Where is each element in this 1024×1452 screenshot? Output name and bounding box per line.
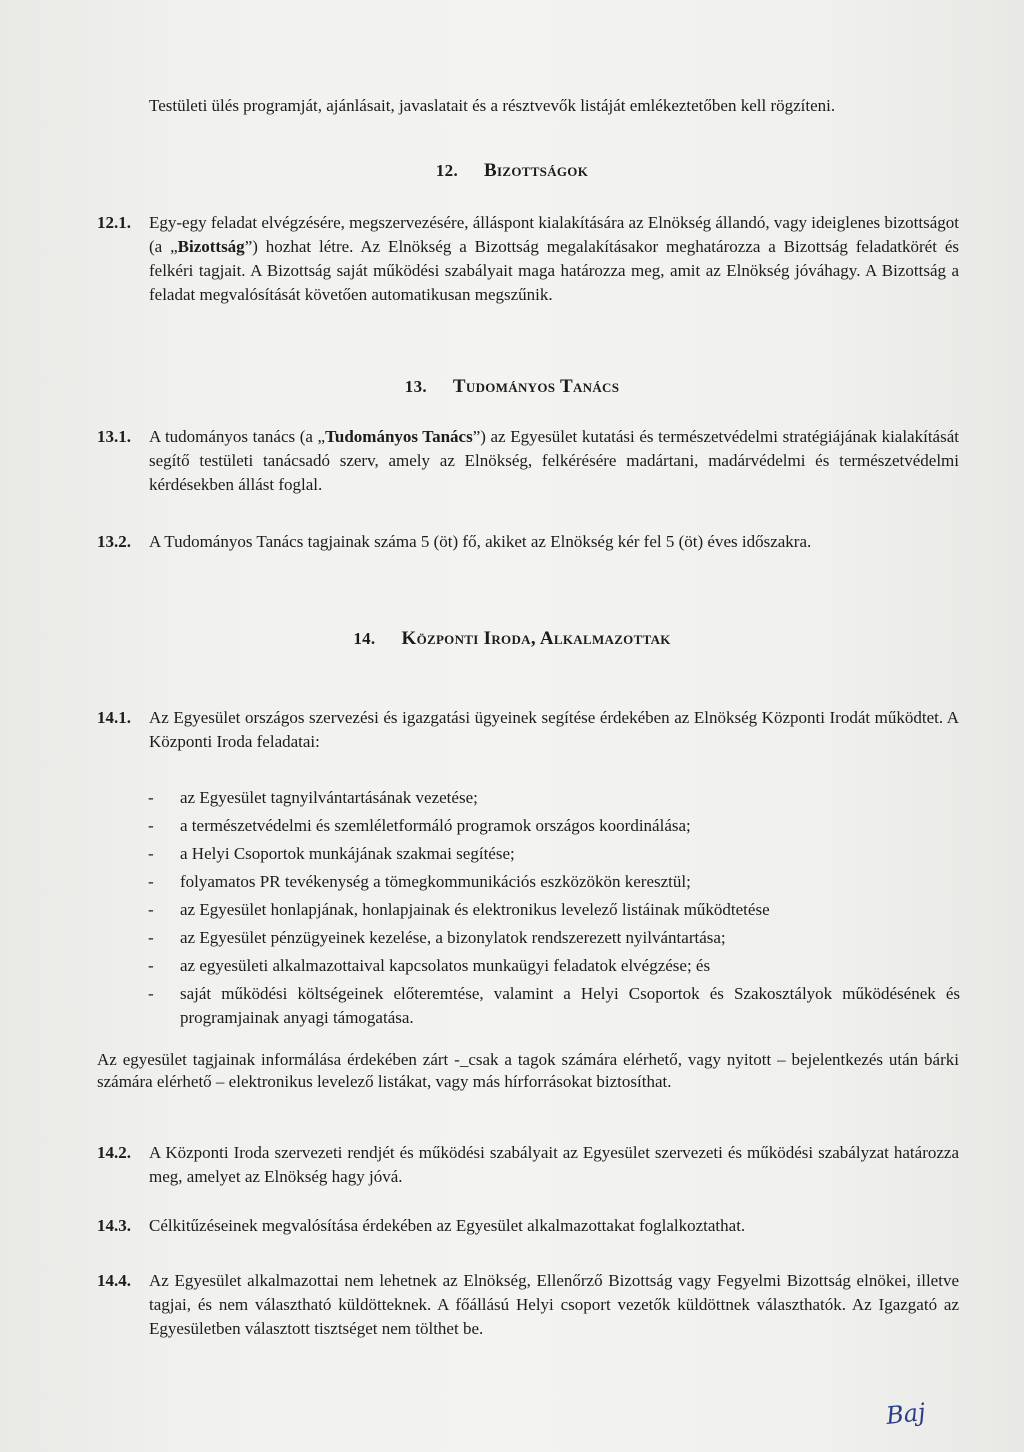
paragraph-number: 14.3.: [97, 1216, 131, 1235]
paragraph-13-2: [97, 530, 959, 554]
section-number: 13.: [404, 377, 427, 396]
paragraph-14-4: [97, 1269, 959, 1341]
intro-paragraph: Testületi ülés programját, ajánlásait, javaslatait és a résztvevők listáját emlékeztetőben kell rögzíteni.: [149, 96, 836, 115]
list-item: - a Helyi Csoportok munkájának szakmai segítése;: [146, 842, 960, 866]
section-title: Tudományos Tanács: [452, 376, 620, 397]
paragraph-text: A Tudományos Tanács tagjainak száma 5 (öt) fő, akiket az Elnökség kér fel 5 (öt) éves időszakra.: [149, 532, 812, 551]
paragraph-number: 12.1.: [97, 213, 131, 232]
paragraph-text: Célkitűzéseinek megvalósítása érdekében az Egyesület alkalmazottakat foglalkoztathat.: [149, 1216, 746, 1235]
paragraph-12-1: [97, 211, 959, 307]
section-13-heading: [0, 376, 1024, 398]
paragraph-number: 13.1.: [97, 427, 131, 446]
paragraph-text: Az Egyesület országos szervezési és igazgatási ügyeinek segítése érdekében az Elnökség Központi Irodát működtet. A Központi Iroda feladatai:: [149, 708, 959, 751]
section-title: Központi Iroda, Alkalmazottak: [401, 628, 671, 649]
section-number: 14.: [353, 629, 376, 648]
list-item: - az egyesületi alkalmazottaival kapcsolatos munkaügyi feladatok elvégzése; és: [146, 954, 960, 978]
paragraph-14-3: [97, 1214, 959, 1238]
mailing-list-paragraph: Az egyesület tagjainak informálása érdekében zárt -_csak a tagok számára elérhető, vagy nyitott – bejelentkezés után bárki számára elérhető – elektronikus levelező listákat, vagy más hírforrásokat biztosíthat.: [97, 1050, 959, 1091]
section-14-heading: [0, 628, 1024, 650]
list-item: - az Egyesület honlapjának, honlapjainak és elektronikus levelező listáinak működtetése: [146, 898, 960, 922]
paragraph-text: Egy-egy feladat elvégzésére, megszervezésére, álláspont kialakítására az Elnökség állandó, vagy ideiglenes bizottságot (a „Bizottság”) hozhat létre. Az Elnökség a Bizottság megalakításakor meghatározza a Bizottság feladatkörét és felkéri tagjait. A Bizottság saját működési szabályait maga határozza meg, amit az Elnökség jóváhagy. A Bizottság a feladat megvalósítását követően automatikusan megszűnik.: [149, 213, 959, 304]
paragraph-text: Az Egyesület alkalmazottai nem lehetnek az Elnökség, Ellenőrző Bizottság vagy Fegyelmi Bizottság elnökei, illetve tagjai, és nem választható küldötteknek. A főállású Helyi csoport vezetők küldöttnek választhatók. Az Igazgató az Egyesületben választott tisztséget nem tölthet be.: [149, 1271, 959, 1338]
paragraph-number: 14.2.: [97, 1143, 131, 1162]
paragraph-number: 14.4.: [97, 1271, 131, 1290]
task-list: [146, 786, 960, 1034]
paragraph-text: A Központi Iroda szervezeti rendjét és működési szabályait az Egyesület szervezeti és működési szabályzat határozza meg, amelyet az Elnökség hagy jóvá.: [149, 1143, 959, 1186]
list-item: - folyamatos PR tevékenység a tömegkommunikációs eszközökön keresztül;: [146, 870, 960, 894]
paragraph-number: 13.2.: [97, 532, 131, 551]
list-item: - a természetvédelmi és szemléletformáló programok országos koordinálása;: [146, 814, 960, 838]
section-12-heading: [0, 160, 1024, 182]
list-item: - az Egyesület pénzügyeinek kezelése, a bizonylatok rendszerezett nyilvántartása;: [146, 926, 960, 950]
section-number: 12.: [435, 161, 459, 180]
paragraph-number: 14.1.: [97, 708, 131, 727]
paragraph-14-2: [97, 1141, 959, 1189]
paragraph-13-1: [97, 425, 959, 497]
paragraph-14-1: [97, 706, 959, 754]
handwritten-initials: Baj: [884, 1398, 927, 1430]
list-item: - az Egyesület tagnyilvántartásának vezetése;: [146, 786, 960, 810]
list-item: - saját működési költségeinek előteremtése, valamint a Helyi Csoportok és Szakosztályok működésének és programjainak anyagi támogatása.: [146, 982, 960, 1030]
section-title: Bizottságok: [484, 160, 589, 181]
paragraph-text: A tudományos tanács (a „Tudományos Tanács”) az Egyesület kutatási és természetvédelmi stratégiájának kialakítását segítő testületi tanácsadó szerv, amely az Elnökség, felkérésére madártani, madárvédelmi és természetvédelmi kérdésekben állást foglal.: [149, 427, 959, 494]
